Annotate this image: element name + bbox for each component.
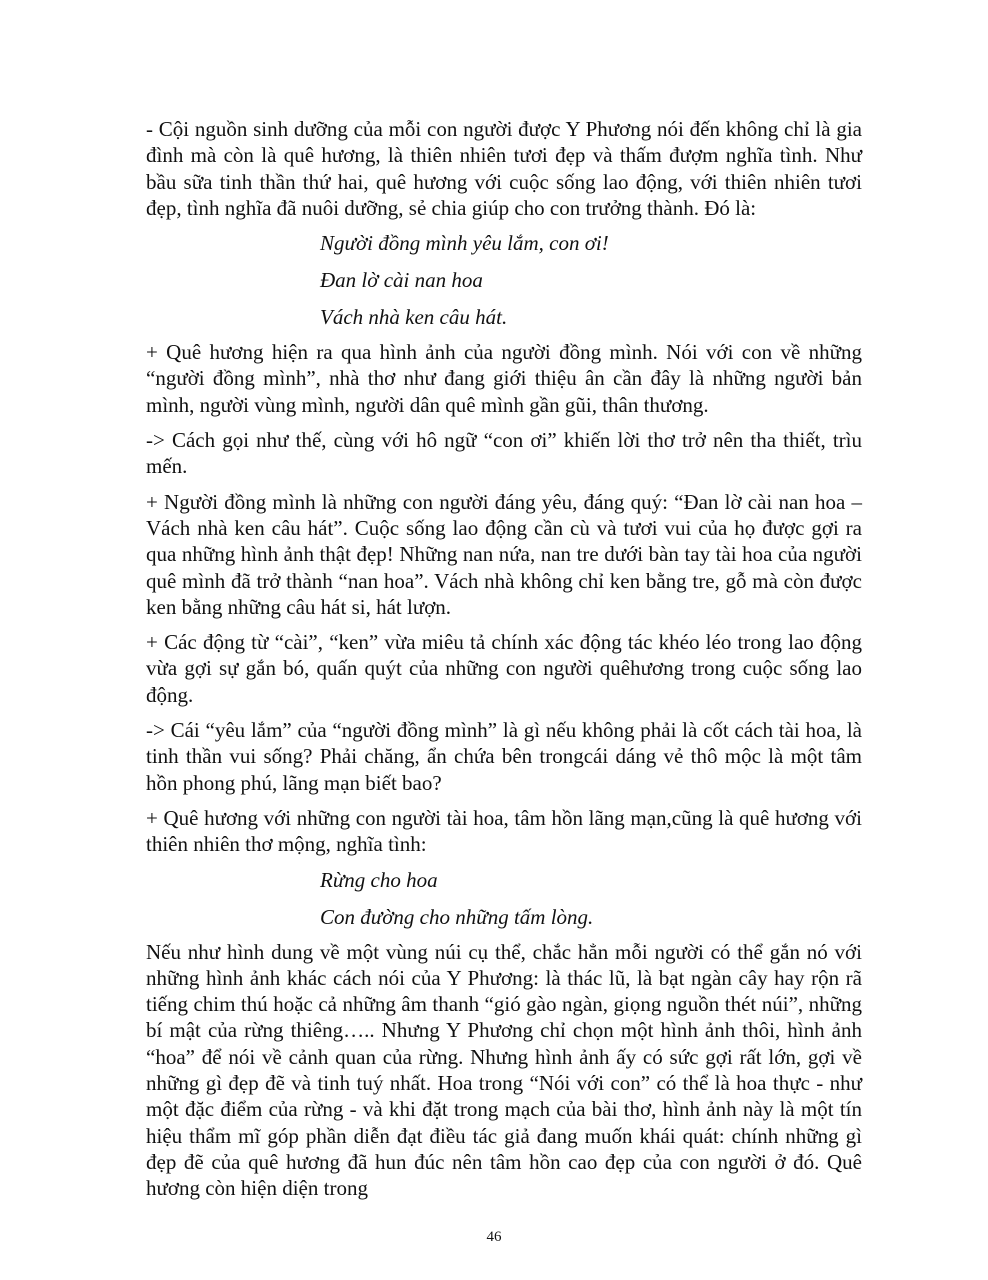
paragraph: - Cội nguồn sinh dưỡng của mỗi con người được Y Phương nói đến không chỉ là gia đình mà còn là quê hương, là thiên nhiên tươi đẹp và thấm đượm nghĩa tình. Như bầu sữa tinh thần thứ hai, quê hương với cuộc sống lao động, với thiên nhiên tươi đẹp, tình nghĩa đã nuôi dưỡng, sẻ chia giúp cho con trưởng thành. Đó là: (146, 117, 862, 220)
paragraph: + Người đồng mình là những con người đáng yêu, đáng quý: “Đan lờ cài nan hoa – Vách nhà ken câu hát”. Cuộc sống lao động cần cù và tươi vui của họ được gợi ra qua những hình ảnh thật đẹp! Những nan nứa, nan tre dưới bàn tay tài hoa của người quê mình đã trở thành “nan hoa”. Vách nhà không chỉ ken bằng tre, gỗ mà còn được ken bằng những câu hát si, hát lượn. (146, 489, 862, 619)
paragraph: -> Cái “yêu lắm” của “người đồng mình” là gì nếu không phải là cốt cách tài hoa, là tinh thần vui sống? Phải chăng, ẩn chứa bên trongcái dáng vẻ thô mộc là một tâm hồn phong phú, lãng mạn biết bao? (146, 718, 862, 795)
verse-line: Rừng cho hoa (320, 867, 438, 892)
verse-line: Người đồng mình yêu lắm, con ơi! (320, 231, 609, 256)
paragraph: + Quê hương hiện ra qua hình ảnh của người đồng mình. Nói với con về những “người đồng mình”, nhà thơ như đang giới thiệu ân cần đây là những người bản mình, người vùng mình, người dân quê mình gần gũi, thân thương. (146, 340, 862, 417)
verse-line: Đan lờ cài nan hoa (320, 268, 483, 293)
verse-block (320, 867, 862, 930)
paragraph: Nếu như hình dung về một vùng núi cụ thể, chắc hẳn mỗi người có thể gắn nó với những hình ảnh khác cách nói của Y Phương: là thác lũ, là bạt ngàn cây hay rộn rã tiếng chim thú hoặc cả những âm thanh “gió gào ngàn, giọng nguồn thét núi”, những bí mật của rừng thiêng….. Nhưng Y Phương chỉ chọn một hình ảnh thôi, hình ảnh “hoa” để nói về cảnh quan của rừng. Nhưng hình ảnh ấy có sức gợi rất lớn, gợi về những gì đẹp đẽ và tinh tuý nhất. Hoa trong “Nói với con” có thể là hoa thực - như một đặc điểm của rừng - và khi đặt trong mạch của bài thơ, hình ảnh này là một tín hiệu thẩm mĩ góp phần diễn đạt điều tác giả đang muốn khái quát: chính những gì đẹp đẽ của quê hương đã hun đúc nên tâm hồn cao đẹp của con người ở đó. Quê hương còn hiện diện trong (146, 939, 862, 1201)
verse-line: Vách nhà ken câu hát. (320, 305, 508, 330)
page-number: 46 (486, 1229, 502, 1245)
verse-block (320, 230, 862, 330)
verse-line: Con đường cho những tấm lòng. (320, 904, 594, 929)
paragraph: -> Cách gọi như thế, cùng với hô ngữ “con ơi” khiến lời thơ trở nên tha thiết, trìu mến. (146, 428, 862, 479)
paragraph: + Các động từ “cài”, “ken” vừa miêu tả chính xác động tác khéo léo trong lao động vừa gợi sự gắn bó, quấn quýt của những con người quêhương trong cuộc sống lao động. (146, 630, 862, 707)
page-body (146, 116, 862, 1204)
paragraph: + Quê hương với những con người tài hoa, tâm hồn lãng mạn,cũng là quê hương với thiên nhiên thơ mộng, nghĩa tình: (146, 805, 862, 857)
